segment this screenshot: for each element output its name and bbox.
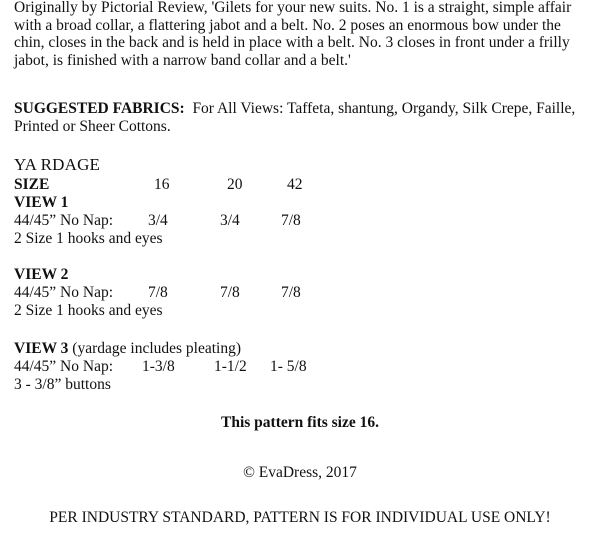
fit-note: This pattern fits size 16. bbox=[220, 414, 379, 431]
notions-text: 2 Size 1 hooks and eyes bbox=[14, 302, 163, 319]
fabric-label: 44/45” No Nap: bbox=[14, 212, 114, 229]
fabrics-label: SUGGESTED FABRICS: bbox=[14, 100, 185, 117]
size-value: 16 bbox=[154, 176, 170, 193]
size-value: 20 bbox=[227, 176, 243, 193]
fabrics-text: For All Views: Taffeta, shantung, Organdy, Silk Crepe, Faille, bbox=[184, 100, 576, 117]
size-value: 42 bbox=[287, 176, 303, 193]
yardage-amount: 1-3/8 bbox=[142, 358, 175, 375]
intro-paragraph bbox=[14, 0, 594, 69]
fabric-label: 44/45” No Nap: bbox=[14, 284, 114, 301]
yardage-amount: 7/8 bbox=[281, 284, 301, 301]
fabric-label: 44/45” No Nap: bbox=[14, 358, 114, 375]
yardage-amount: 7/8 bbox=[220, 284, 240, 301]
notions-text: 3 - 3/8” buttons bbox=[14, 376, 111, 393]
copyright-notice: © EvaDress, 2017 bbox=[243, 464, 357, 481]
yardage-amount: 7/8 bbox=[281, 212, 301, 229]
view-3-title bbox=[14, 340, 241, 358]
view-title: VIEW 2 bbox=[14, 266, 69, 283]
fabrics-text-continued: Printed or Sheer Cottons. bbox=[14, 117, 171, 135]
view-note: (yardage includes pleating) bbox=[68, 340, 242, 357]
usage-disclaimer: PER INDUSTRY STANDARD, PATTERN IS FOR INDIVIDUAL USE ONLY! bbox=[49, 509, 551, 526]
view-title: VIEW 3 bbox=[14, 340, 69, 357]
suggested-fabrics bbox=[14, 100, 594, 135]
intro-line: chin, closes in the back and is held in place with a belt. No. 3 closes in front under a frilly bbox=[14, 34, 570, 51]
intro-line: jabot, is finished with a narrow band collar and a belt.' bbox=[14, 51, 351, 69]
yardage-amount: 1-1/2 bbox=[214, 358, 247, 375]
yardage-amount: 7/8 bbox=[148, 284, 168, 301]
notions-text: 2 Size 1 hooks and eyes bbox=[14, 230, 163, 247]
view-title: VIEW 1 bbox=[14, 194, 69, 211]
yardage-amount: 3/4 bbox=[220, 212, 240, 229]
intro-line: with a broad collar, a flattering jabot and a belt. No. 2 poses an enormous bow under the bbox=[14, 16, 561, 34]
yardage-amount: 3/4 bbox=[148, 212, 168, 229]
size-label: SIZE bbox=[14, 176, 50, 193]
intro-line: Originally by Pictorial Review, 'Gilets for your new suits. No. 1 is a straight, simple affair bbox=[14, 0, 572, 16]
yardage-heading: YA RDAGE bbox=[14, 155, 101, 174]
yardage-amount: 1- 5/8 bbox=[270, 358, 307, 375]
